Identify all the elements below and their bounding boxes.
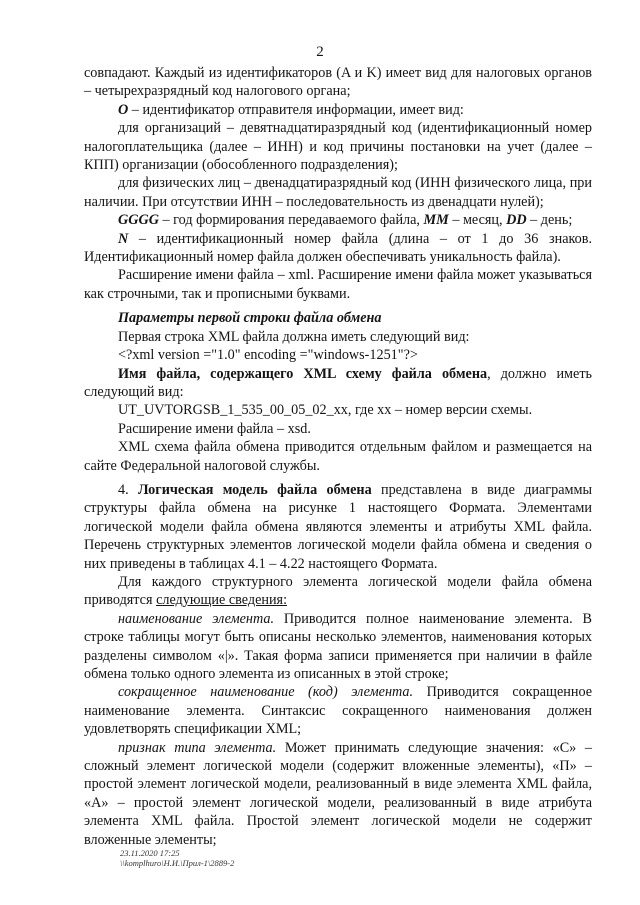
text: Приводится полное наименование элемента. В строке таблицы могут быть описаны несколько элементов, наименования которых разделены символом «|». Такая форма записи применяется при наличии в файле обмена только одного элемента из описанных в этой строке; bbox=[84, 610, 592, 682]
paragraph bbox=[84, 365, 592, 402]
term: DD bbox=[506, 212, 527, 229]
term: O bbox=[118, 101, 129, 118]
term: GGGG bbox=[118, 212, 159, 229]
text: Может принимать следующие значения: «С» – сложный элемент логической модели (содержит вложенные элементы), «П» – простой элемент логической модели, реализованный в виде элемента XML файла, «А» – простой элемент логической модели, реализованный в виде атрибута элемента XML файла. Простой элемент логической модели не содержит вложенные элементы; bbox=[84, 739, 592, 848]
text: – идентификатор отправителя информации, имеет вид: bbox=[128, 101, 464, 118]
text: – день; bbox=[526, 212, 573, 229]
paragraph bbox=[84, 481, 592, 573]
document-footer bbox=[120, 848, 234, 868]
bold-text: Имя файла, содержащего XML схему файла обмена bbox=[118, 365, 488, 382]
section-number: 4. bbox=[118, 481, 138, 498]
page-number: 2 bbox=[316, 44, 324, 60]
paragraph bbox=[84, 610, 592, 684]
term: признак типа элемента. bbox=[118, 739, 277, 756]
document-body bbox=[84, 64, 592, 849]
paragraph bbox=[84, 739, 592, 849]
text: представлена в виде диаграммы структуры файла обмена на рисунке 1 настоящего Формата. Элементами логической модели файла обмена являются элементы и атрибуты XML файла. Перечень структурных элементов логической модели файла обмена и сведения о них приведены в таблицах 4.1 – 4.22 настоящего Формата. bbox=[84, 481, 593, 572]
paragraph bbox=[84, 101, 592, 119]
section-heading: Параметры первой строки файла обмена bbox=[118, 310, 382, 327]
underlined-text: следующие сведения: bbox=[156, 592, 288, 609]
paragraph bbox=[84, 683, 592, 738]
xml-declaration: <?xml version ="1.0" encoding ="windows-1251"?> bbox=[118, 347, 418, 364]
paragraph bbox=[84, 211, 592, 229]
paragraph: совпадают. Каждый из идентификаторов (A и K) имеет вид для налоговых органов – четырехразрядный код налогового органа; bbox=[84, 65, 592, 100]
text: Для каждого структурного элемента логической модели файла обмена приводятся bbox=[84, 573, 592, 609]
term: MM bbox=[423, 212, 449, 229]
text: – месяц, bbox=[448, 212, 507, 229]
text: – год формирования передаваемого файла, bbox=[158, 212, 424, 229]
paragraph: Расширение имени файла – xsd. bbox=[118, 420, 311, 437]
text: Приводится сокращенное наименование элемента. Синтаксис сокращенного наименования должен удовлетворять спецификации XML; bbox=[84, 684, 593, 738]
paragraph: для организаций – девятнадцатиразрядный код (идентификационный номер налогоплательщика (далее – ИНН) и код причины постановки на учет (далее – КПП) организации (обособленного подразделения); bbox=[84, 120, 592, 174]
paragraph bbox=[84, 573, 592, 610]
text: , должно иметь следующий вид: bbox=[84, 365, 592, 400]
footer-file-path: \\komplhuro\Н.И.\Прил-1\2889-2 bbox=[120, 858, 235, 868]
text: – идентификационный номер файла (длина – от 1 до 36 знаков. Идентификационный номер файла должен обеспечивать уникальность файла). bbox=[84, 230, 592, 266]
paragraph bbox=[84, 230, 592, 267]
footer-timestamp: 23.11.2020 17:25 bbox=[120, 848, 180, 858]
term: N bbox=[118, 230, 129, 247]
paragraph: Расширение имени файла – xml. Расширение имени файла может указываться как строчными, так и прописными буквами. bbox=[84, 267, 592, 302]
term: наименование элемента. bbox=[118, 610, 275, 627]
paragraph: Первая строка XML файла должна иметь следующий вид: bbox=[118, 328, 470, 345]
schema-name: UT_UVTORGSB_1_535_00_05_02_xx, где хх – номер версии схемы. bbox=[118, 402, 533, 419]
paragraph: XML схема файла обмена приводится отдельным файлом и размещается на сайте Федеральной налоговой службы. bbox=[84, 439, 592, 474]
bold-text: Логическая модель файла обмена bbox=[137, 481, 372, 498]
term: сокращенное наименование (код) элемента. bbox=[118, 684, 414, 701]
paragraph: для физических лиц – двенадцатиразрядный код (ИНН физического лица, при наличии. При отсутствии ИНН – последовательность из двенадцати нулей); bbox=[84, 175, 592, 210]
